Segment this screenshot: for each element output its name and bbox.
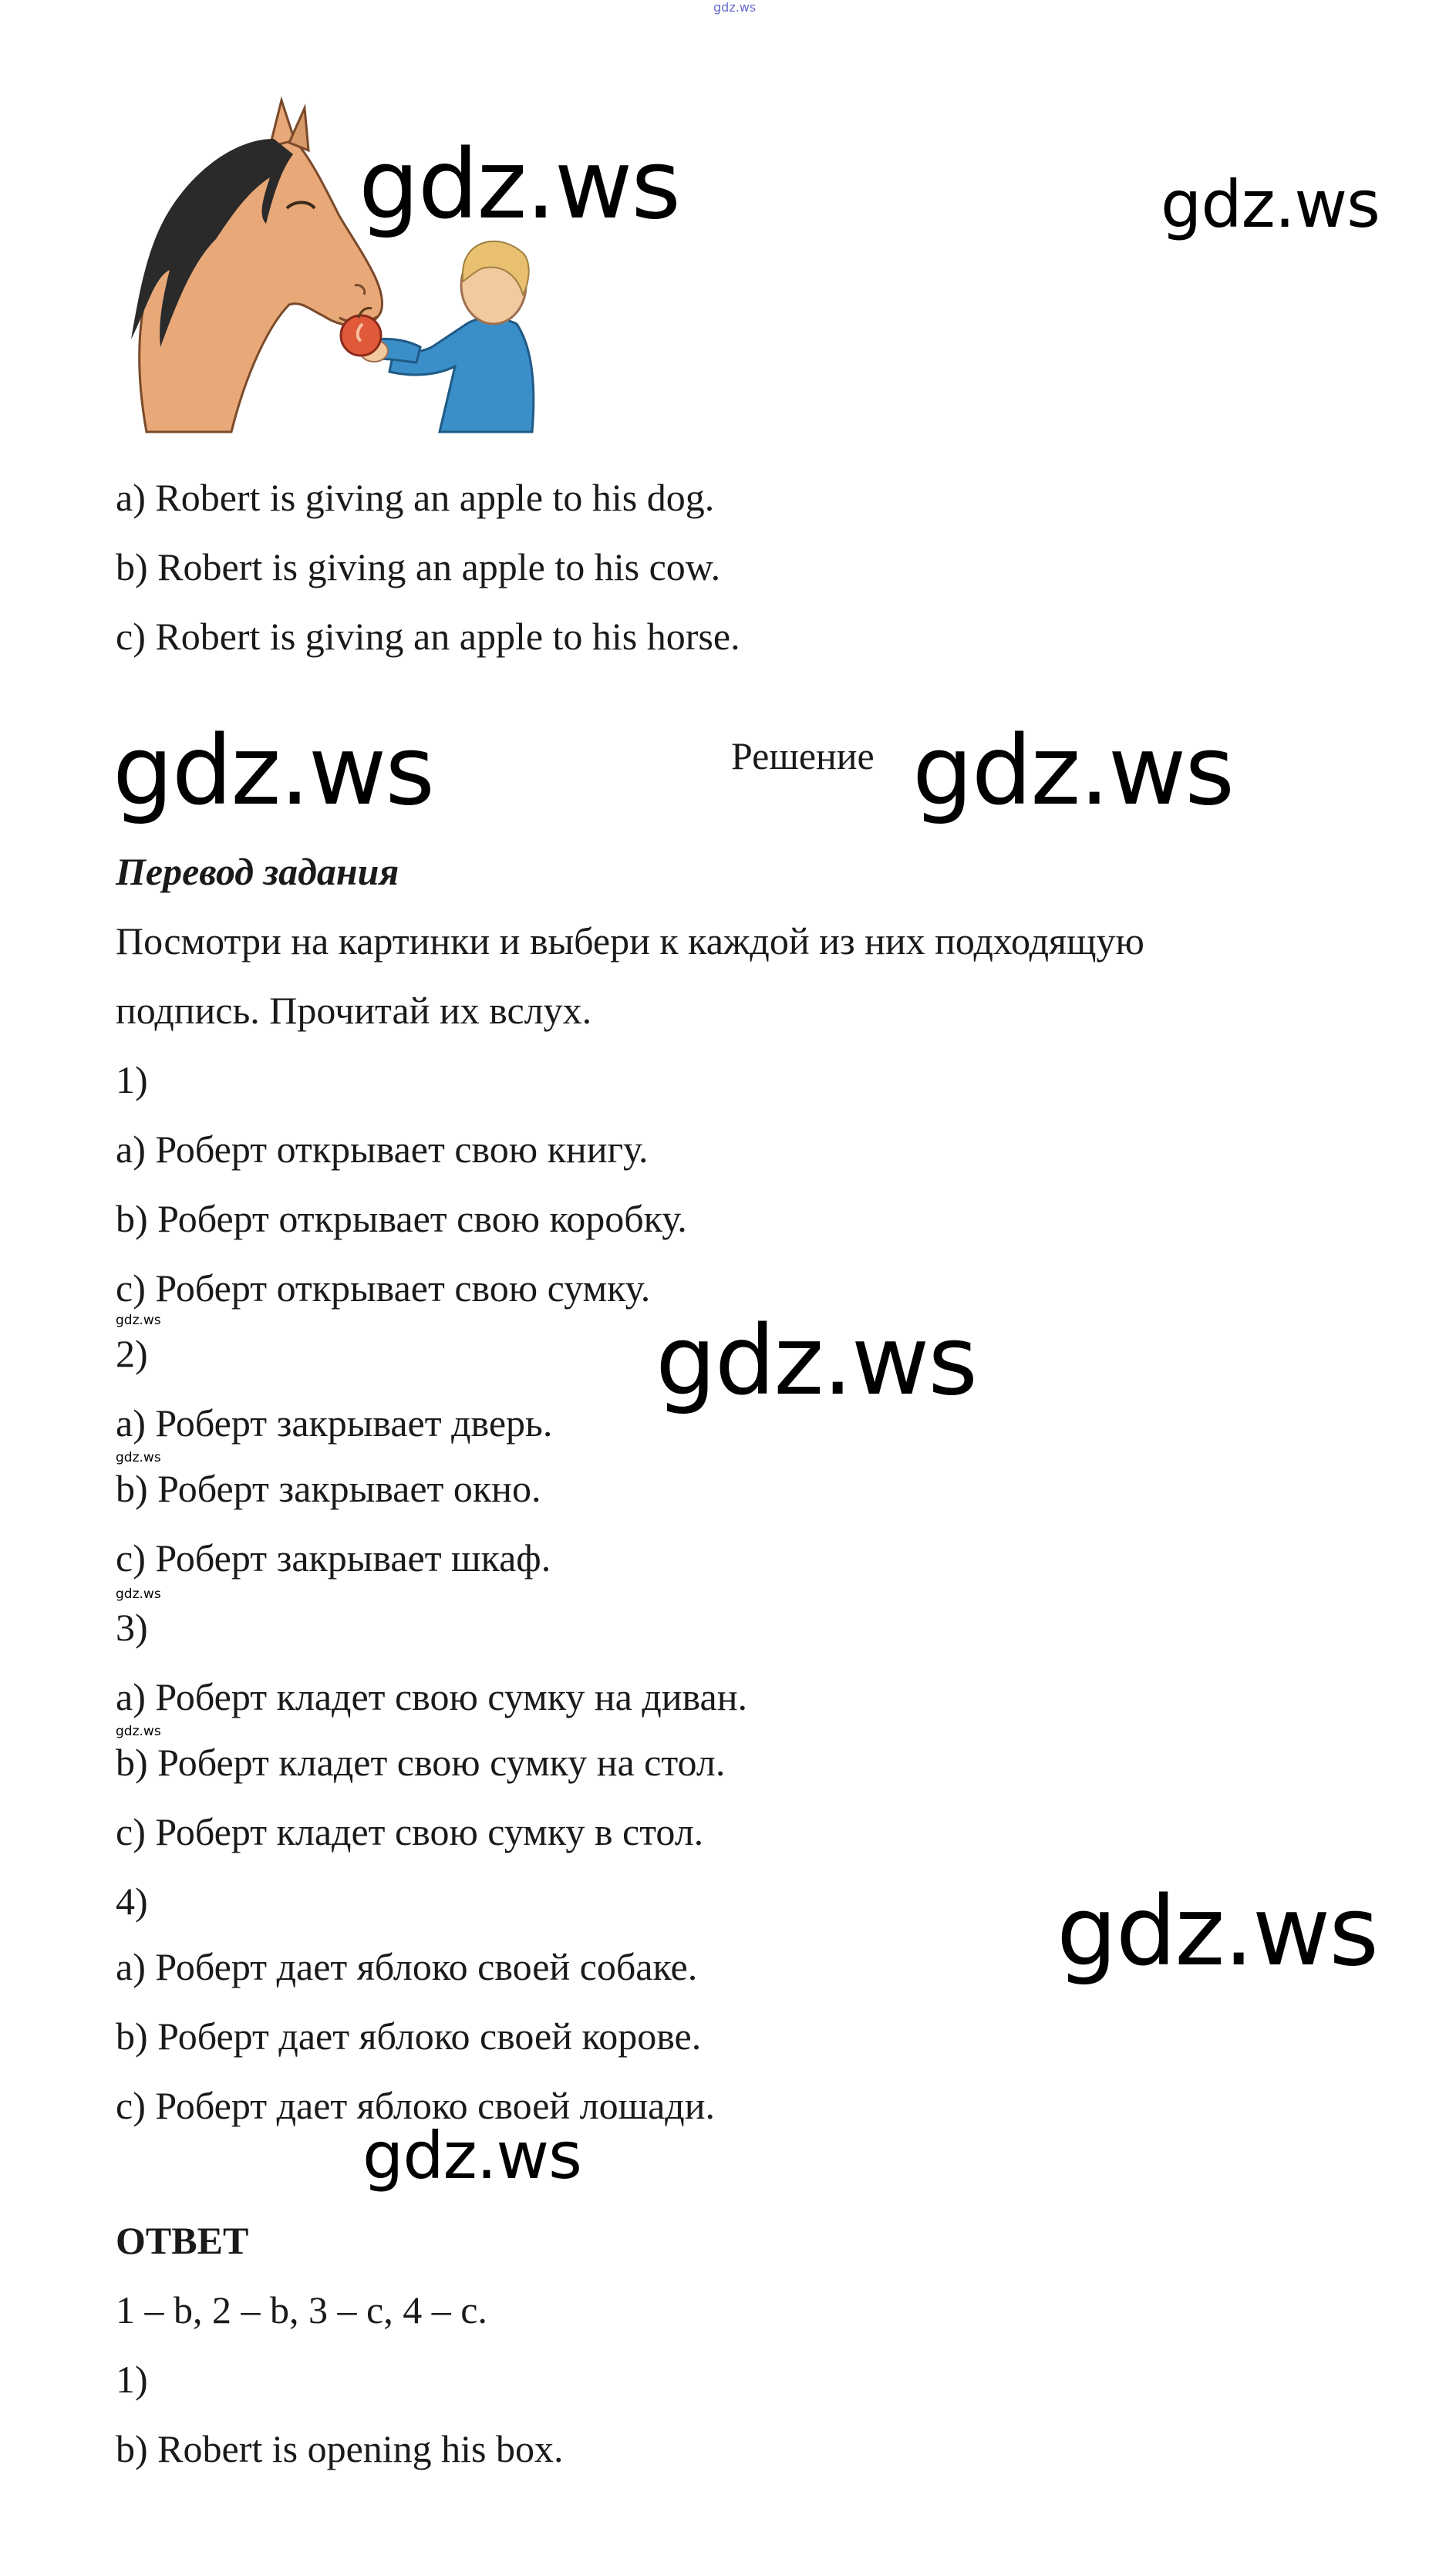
group-3-item-c: c) Роберт кладет свою сумку в стол. <box>116 1810 704 1853</box>
watermark-lower-right: gdz.ws <box>1057 1876 1377 1988</box>
answer-item: b) Robert is opening his box. <box>116 2427 564 2470</box>
group-1-number: 1) <box>116 1058 148 1101</box>
solution-label: Решение <box>731 734 875 777</box>
group-2-item-a: a) Роберт закрывает дверь. <box>116 1401 553 1445</box>
watermark-mid-right: gdz.ws <box>912 716 1233 827</box>
group-3-number: 3) <box>116 1606 148 1649</box>
group-4-item-a: a) Роберт дает яблоко своей собаке. <box>116 1945 698 1988</box>
group-4-number: 4) <box>116 1880 148 1923</box>
instruction-line-2: подпись. Прочитай их вслух. <box>116 989 592 1032</box>
group-2-number: 2) <box>116 1332 148 1375</box>
watermark-tiny-4: gdz.ws <box>116 1724 161 1739</box>
group-2-item-b: b) Роберт закрывает окно. <box>116 1467 541 1510</box>
group-1-item-c: c) Роберт открывает свою сумку. <box>116 1266 651 1310</box>
group-2-item-c: c) Роберт закрывает шкаф. <box>116 1536 551 1580</box>
watermark-mid-left: gdz.ws <box>113 716 433 827</box>
option-en-c: c) Robert is giving an apple to his horse. <box>116 615 740 658</box>
group-1-item-b: b) Роберт открывает свою коробку. <box>116 1197 687 1240</box>
group-3-item-b: b) Роберт кладет свою сумку на стол. <box>116 1741 726 1784</box>
watermark-tiny-2: gdz.ws <box>116 1450 161 1465</box>
watermark-tiny-3: gdz.ws <box>116 1586 161 1602</box>
group-4-item-c: c) Роберт дает яблоко своей лошади. <box>116 2084 716 2127</box>
option-en-b: b) Robert is giving an apple to his cow. <box>116 545 721 588</box>
answer-summary: 1 – b, 2 – b, 3 – c, 4 – c. <box>116 2288 487 2332</box>
option-en-a: a) Robert is giving an apple to his dog. <box>116 476 715 519</box>
group-1-item-a: a) Роберт открывает свою книгу. <box>116 1128 649 1171</box>
watermark-top-tiny: gdz.ws <box>713 0 757 15</box>
instruction-line-1: Посмотри на картинки и выбери к каждой из них подходящую <box>116 919 1144 963</box>
answer-heading: ОТВЕТ <box>116 2219 249 2262</box>
watermark-tiny-1: gdz.ws <box>116 1313 161 1328</box>
watermark-center: gdz.ws <box>656 1306 976 1417</box>
group-3-item-a: a) Роберт кладет свою сумку на диван. <box>116 1675 747 1718</box>
watermark-lower-center: gdz.ws <box>362 2118 581 2193</box>
translation-heading: Перевод задания <box>116 850 399 893</box>
answer-number: 1) <box>116 2358 148 2401</box>
watermark-top-right: gdz.ws <box>1161 167 1380 242</box>
watermark-top-left: gdz.ws <box>359 130 679 241</box>
group-4-item-b: b) Роберт дает яблоко своей корове. <box>116 2015 702 2058</box>
